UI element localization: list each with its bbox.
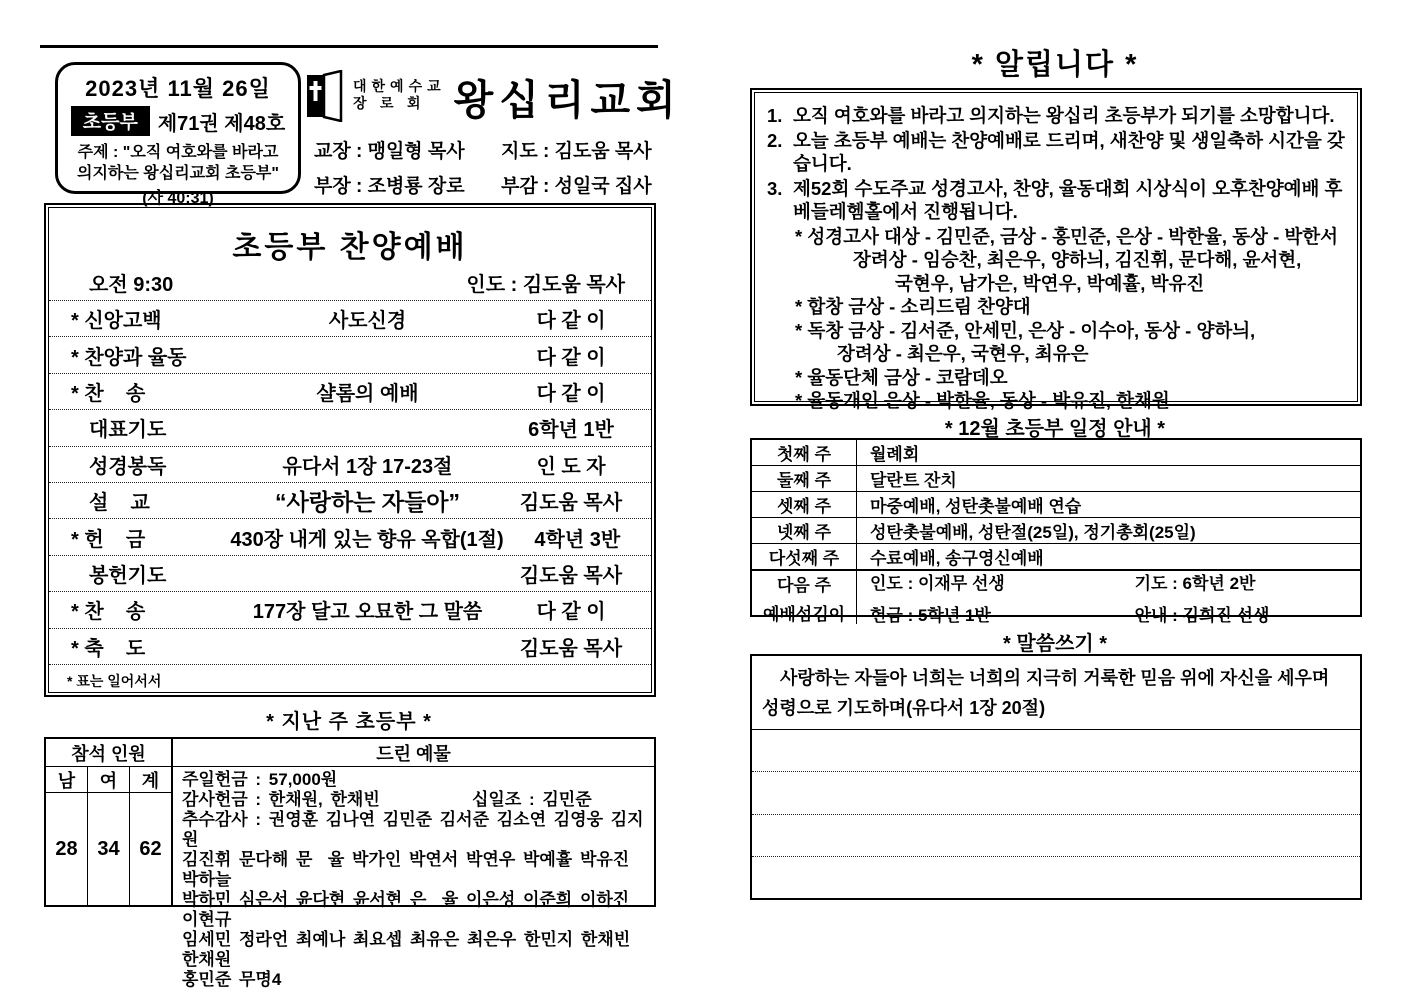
church-brand [305,63,682,129]
church-door-cross-logo-icon [305,70,345,122]
writing-line [752,857,1360,898]
worship-row: * 축 도 김도움 목사 [49,628,651,664]
worship-row: 봉헌기도 김도움 목사 [49,555,651,591]
masthead-date-box [55,62,301,207]
tithe: 십일조 : 김민준 [472,790,592,809]
worship-row: * 신앙고백 사도신경 다 같 이 [49,300,651,336]
schedule-row: 둘째 주 달란트 잔치 [752,466,1360,492]
worship-order-table [44,203,656,697]
sunday-offering: 주일헌금 : 57,000원 [182,770,338,789]
award-line: * 독창 금상 - 김서준, 안세민, 은상 - 이수아, 동상 - 양하늬, [795,319,1256,341]
announcement-item: 3. 제52회 수도주교 성경고사, 찬양, 율동대회 시상식이 오후찬양예배 후 베들레헴홀에서 진행됩니다. [767,177,1343,222]
offering-header: 드린 예물 [173,739,654,767]
worship-row: * 찬양과 율동 다 같 이 [49,336,651,372]
worship-row: * 헌 금 430장 내게 있는 향유 옥합(1절) 4학년 3반 [49,518,651,554]
staff-list [314,136,660,198]
memory-verse: 사랑하는 자들아 너희는 너희의 지극히 거룩한 믿음 위에 자신을 세우며 성령으로 기도하며(유다서 1장 20절) [752,656,1360,730]
next-week-guide: 안내 : 김희진 선생 [1134,606,1270,625]
worship-row: 성경봉독 유다서 1장 17-23절 인 도 자 [49,446,651,482]
col-female: 여 [87,767,129,792]
attendance-header: 참석 인원 [46,739,171,767]
total-count: 62 [129,793,171,905]
staff-deputy: 부감 : 성일국 집사 [501,176,652,197]
worship-footnote: * 표는 일어서서 [49,664,651,692]
thanks-offering: 감사헌금 : 한채원, 한채빈 [182,790,380,809]
issue-row [58,106,298,136]
december-schedule-table [750,438,1362,625]
denomination-text: 대한예수교 장 로 회 [353,80,446,112]
next-week-label: 다음 주 예배섬김이 [752,571,857,624]
col-male: 남 [57,770,76,791]
sermon-title: “사랑하는 자들아” [275,489,460,516]
worship-time: 오전 9:30 [89,273,174,296]
bulletin-theme-reference: (사 40:31) [142,190,214,207]
next-week-lead: 인도 : 이재무 선생 [870,574,1005,593]
staff-head: 부장 : 조병룡 장로 [314,176,465,197]
worship-row-sermon: 설 교 “사랑하는 자들아” 김도움 목사 [49,482,651,518]
next-week-servers [857,571,1360,624]
announcement-item: 1. 오직 여호와를 바라고 의지하는 왕십리 초등부가 되기를 소망합니다. [767,105,1335,126]
bulletin-theme: 주제 : "오직 여호와를 바라고 의지하는 왕십리교회 초등부" [77,144,279,182]
worship-time-row [49,264,651,300]
verse-writing-box [750,654,1362,900]
award-line: * 율동단체 금상 - 코람데오 [795,366,1008,388]
verse-writing-title: * 말씀쓰기 * [1003,633,1107,655]
award-line: 장려상 - 최은우, 국현우, 최유은 [837,343,1089,364]
writing-line [752,815,1360,857]
bulletin-date: 2023년 11월 26일 [85,76,271,101]
schedule-row: 첫째 주 월례회 [752,440,1360,466]
next-week-servers-row [752,570,1360,624]
col-total: 계 [129,767,171,792]
offering-details [173,767,654,990]
harvest-thanks-line: 임세민 정라언 최예나 최요셉 최유은 최은우 한민지 한채빈 한채원 [182,930,638,969]
worship-row: * 찬 송 177장 달고 오묘한 그 말씀 다 같 이 [49,591,651,627]
offering-section [173,739,654,989]
attendance-offering-table [44,737,656,989]
attendance-values [46,793,171,905]
award-line: * 성경고사 대상 - 김민준, 금상 - 홍민준, 은상 - 박한율, 동상 - 박한서 [795,225,1338,247]
worship-row: * 찬 송 샬롬의 예배 다 같 이 [49,373,651,409]
worship-title: 초등부 찬양예배 [232,231,468,264]
award-line: 국현우, 남가은, 박연우, 박예휼, 박유진 [895,272,1205,294]
church-name: 왕십리교회 [453,76,682,123]
harvest-thanks-line: 홍민준 무명4 [182,970,282,989]
last-week-title: * 지난 주 초등부 * [266,711,432,733]
december-schedule-title: * 12월 초등부 일정 안내 * [944,418,1166,440]
harvest-thanks-line: 김진휘 문다해 문 율 박가인 박연서 박연우 박예휼 박유진 박하늘 [182,850,637,889]
harvest-thanks-line: 추수감사 : 권영훈 김나연 김민준 김서준 김소연 김영웅 김지원 [182,810,644,849]
award-line: * 율동개인 은상 - 박한율, 동상 - 박유진, 한채원 [795,390,1170,411]
department-badge: 초등부 [71,106,150,136]
thanks-tithe-line [182,790,646,810]
writing-line [752,730,1360,772]
staff-principal: 교장 : 맹일형 목사 [314,141,465,162]
next-week-offering: 헌금 : 5학년 1반 [870,606,991,625]
announcements-title: * 알립니다 * [971,49,1139,81]
female-count: 34 [87,793,129,905]
attendance-column-headers [46,767,171,793]
worship-row: 대표기도 6학년 1반 [49,409,651,445]
writing-line [752,772,1360,814]
attendance-section [46,739,173,905]
staff-advisor: 지도 : 김도움 목사 [501,141,652,162]
announcement-item: 2. 오늘 초등부 예배는 찬양예배로 드리며, 새찬양 및 생일축하 시간을 갖습니다. [767,129,1345,174]
worship-leader: 인도 : 김도움 목사 [466,273,625,296]
next-week-prayer: 기도 : 6학년 2반 [1134,574,1256,593]
award-line: * 합창 금상 - 소리드림 찬양대 [795,296,1031,317]
announcements-box [750,88,1362,411]
issue-number: 제71권 제48호 [157,112,286,135]
award-line: 장려상 - 임승찬, 최은우, 양하늬, 김진휘, 문다해, 윤서현, [853,249,1302,270]
schedule-row: 다섯째 주 수료예배, 송구영신예배 [752,544,1360,570]
harvest-thanks-line: 박하민 심은서 윤다현 윤서현 은 율 이은성 이준희 이하진 이현규 [182,890,637,929]
schedule-row: 넷째 주 성탄촛불예배, 성탄절(25일), 정기총회(25일) [752,518,1360,544]
masthead-rule [40,45,658,48]
male-count: 28 [55,837,78,860]
schedule-row: 셋째 주 마중예배, 성탄촛불예배 연습 [752,492,1360,518]
